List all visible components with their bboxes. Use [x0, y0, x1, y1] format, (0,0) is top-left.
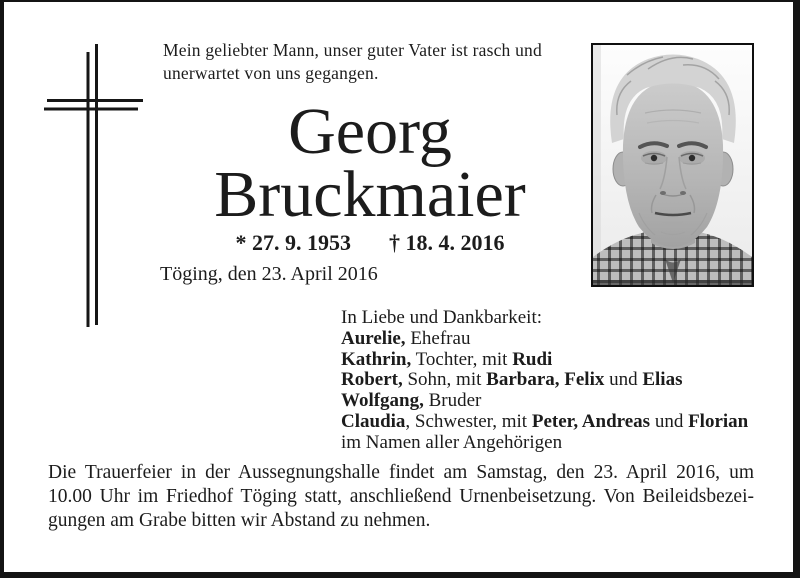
mourner-line: [341, 329, 748, 350]
scan-edge-right: [793, 0, 800, 578]
mourner-name: Florian: [688, 410, 749, 432]
mourner-name: Barbara, Felix: [486, 369, 605, 391]
funeral-info: [48, 461, 754, 533]
deceased-name-block: [150, 95, 590, 255]
mourners-list: [341, 308, 748, 454]
mourner-text: In Liebe und Dankbarkeit:: [341, 307, 543, 328]
funeral-line-1: Die Trauerfeier in der Aussegnungshalle findet am Samstag, den 23. April 2016, um: [48, 462, 754, 483]
mourner-name: Aurelie,: [341, 327, 406, 349]
mourners-closing: [341, 433, 748, 454]
mourner-name: Claudia: [341, 410, 406, 432]
mourner-line: [341, 391, 748, 412]
mourner-line: [341, 370, 748, 391]
intro-line-1: Mein geliebter Mann, unser guter Vater ist rasch und: [163, 40, 542, 60]
portrait-photo: [591, 43, 754, 287]
mourner-text: Ehefrau: [405, 327, 471, 349]
mourner-text: im Namen aller Angehörigen: [341, 431, 563, 453]
mourner-text: , Schwester, mit: [405, 410, 532, 432]
mourner-name: Rudi: [512, 348, 553, 370]
scan-edge-top: [0, 0, 800, 2]
funeral-line-2: 10.00 Uhr im Friedhof Töging statt, anschließend Urnenbeisetzung. Von Beileidsbezei-: [48, 486, 754, 507]
mourner-text: und: [604, 369, 643, 391]
life-dates: [150, 231, 590, 255]
cross-icon: [40, 40, 150, 332]
birth-date: * 27. 9. 1953: [235, 230, 351, 255]
mourner-line: [341, 350, 748, 371]
death-date: † 18. 4. 2016: [389, 230, 505, 255]
mourner-line: [341, 412, 748, 433]
intro-text: [163, 39, 542, 86]
portrait-illustration: [593, 45, 752, 285]
scan-edge-left: [0, 0, 4, 578]
scan-edge-bottom: [0, 572, 800, 578]
mourners-heading: [341, 308, 748, 329]
deceased-last-name: Bruckmaier: [214, 158, 526, 231]
mourner-text: Sohn, mit: [402, 369, 487, 391]
intro-line-2: unerwartet von uns gegangen.: [163, 63, 379, 84]
mourner-text: Bruder: [423, 390, 482, 412]
mourner-name: Elias: [642, 369, 683, 391]
mourner-text: und: [650, 410, 689, 432]
mourner-name: Kathrin,: [341, 348, 412, 370]
funeral-line-3: gungen am Grabe bitten wir Abstand zu nehmen.: [48, 510, 431, 531]
mourner-name: Robert,: [341, 369, 403, 391]
place-dateline: Töging, den 23. April 2016: [160, 263, 378, 285]
mourner-text: Tochter, mit: [411, 348, 513, 370]
mourner-name: Wolfgang,: [341, 390, 424, 412]
deceased-first-name: Georg: [288, 95, 452, 168]
mourner-name: Peter, Andreas: [531, 410, 651, 432]
